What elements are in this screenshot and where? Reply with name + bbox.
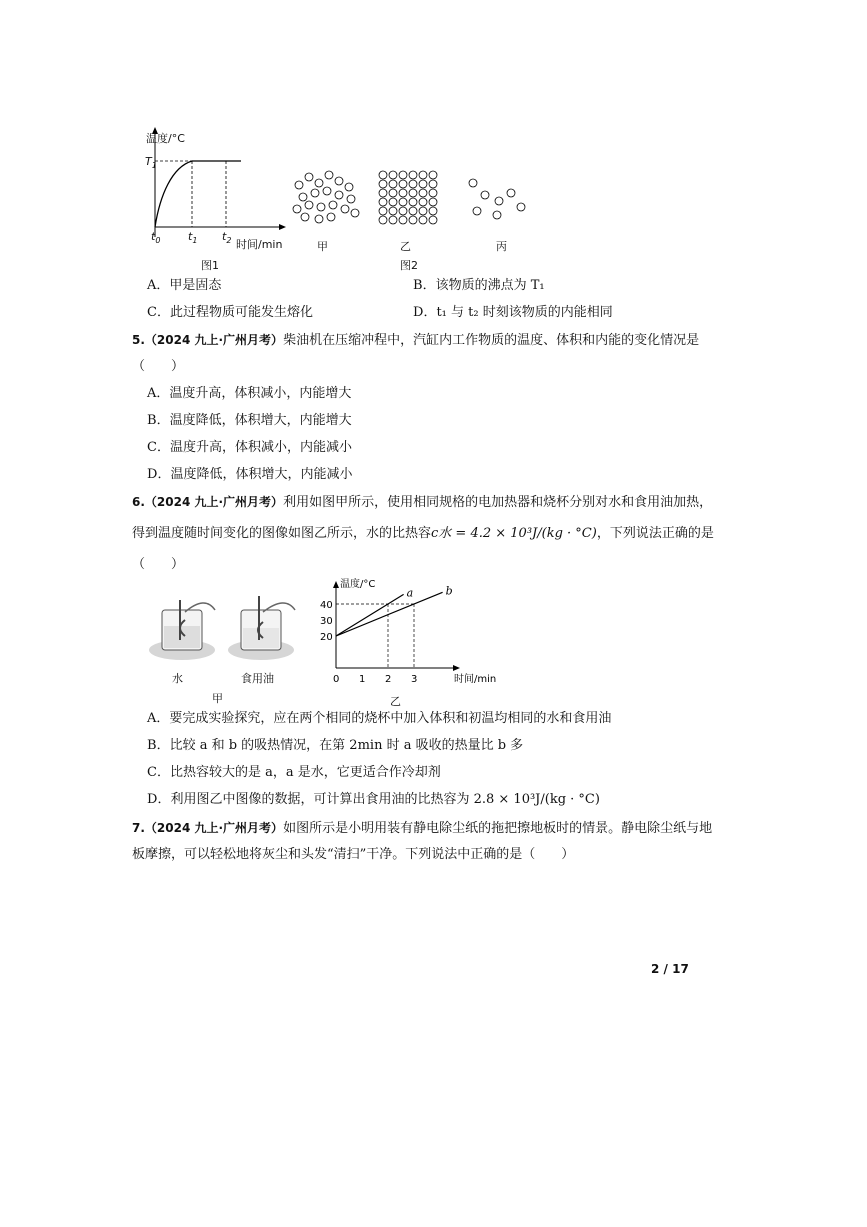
fig2-label-bing: 丙 bbox=[496, 240, 507, 253]
particle bbox=[293, 205, 301, 213]
fig1-tick-t0: $t_0$ bbox=[151, 230, 161, 246]
chart-x-tick: 3 bbox=[411, 674, 418, 685]
particle bbox=[495, 197, 503, 205]
particle bbox=[301, 213, 309, 221]
chart-y-arrow bbox=[333, 581, 339, 588]
particle bbox=[507, 189, 515, 197]
chart-series-b-line bbox=[336, 592, 443, 636]
chart-y-label: 温度/°C bbox=[340, 579, 376, 590]
fig1-t1-mark: $T_1$ bbox=[145, 155, 157, 171]
q6-option-b[interactable]: B．比较 a 和 b 的吸热情况，在第 2min 时 a 吸收的热量比 b 多 bbox=[147, 738, 524, 753]
particle bbox=[419, 180, 427, 188]
particle bbox=[473, 207, 481, 215]
chart-x-label: 时间/min bbox=[454, 674, 497, 685]
particle bbox=[295, 181, 303, 189]
q5-blank: （ ） bbox=[132, 359, 185, 374]
particle bbox=[389, 189, 397, 197]
particle bbox=[341, 205, 349, 213]
page-number: 2 / 17 bbox=[651, 962, 689, 976]
particle bbox=[379, 216, 387, 224]
particle bbox=[419, 207, 427, 215]
particle bbox=[305, 173, 313, 181]
chart-y-tick: 20 bbox=[320, 632, 333, 643]
figure-jia-label: 甲 bbox=[212, 692, 223, 705]
particle bbox=[409, 171, 417, 179]
particle bbox=[389, 180, 397, 188]
particle bbox=[429, 198, 437, 206]
particle bbox=[517, 203, 525, 211]
fig2-label-yi: 乙 bbox=[400, 240, 411, 253]
fig1-y-axis-label: 温度/°C bbox=[146, 132, 185, 145]
particle bbox=[335, 177, 343, 185]
q5-option-d[interactable]: D．温度降低，体积增大，内能减小 bbox=[147, 467, 353, 482]
particle bbox=[399, 180, 407, 188]
q4-option-d[interactable]: D．t₁ 与 t₂ 时刻该物质的内能相同 bbox=[413, 305, 613, 320]
particle bbox=[429, 180, 437, 188]
particle bbox=[389, 198, 397, 206]
particle bbox=[399, 171, 407, 179]
chart-y-tick: 40 bbox=[320, 600, 333, 611]
q7-stem-line1: 7.（2024 九上·广州月考）如图所示是小明用装有静电除尘纸的拖把擦地板时的情景。静电除尘纸与地 bbox=[132, 821, 713, 836]
figure-2-particles bbox=[285, 165, 535, 230]
particle bbox=[409, 216, 417, 224]
particle bbox=[399, 189, 407, 197]
particle bbox=[311, 189, 319, 197]
particle bbox=[379, 189, 387, 197]
chart-series-b-label: b bbox=[445, 584, 453, 598]
beakers-illustration bbox=[145, 590, 325, 670]
particle bbox=[399, 207, 407, 215]
chart-x-arrow bbox=[453, 665, 460, 671]
chart-x-tick: 1 bbox=[359, 674, 366, 685]
particle bbox=[379, 171, 387, 179]
particle bbox=[429, 216, 437, 224]
particle bbox=[389, 216, 397, 224]
particles-bing bbox=[469, 179, 525, 219]
particle bbox=[379, 180, 387, 188]
particle bbox=[429, 189, 437, 197]
particle bbox=[419, 189, 427, 197]
particle bbox=[335, 191, 343, 199]
q5-option-c[interactable]: C．温度升高，体积减小，内能减小 bbox=[147, 440, 352, 455]
particle bbox=[323, 187, 331, 195]
q4-option-c[interactable]: C．此过程物质可能发生熔化 bbox=[147, 305, 313, 320]
particle bbox=[469, 179, 477, 187]
particle bbox=[389, 171, 397, 179]
chart-caption: 乙 bbox=[390, 695, 401, 708]
fig2-caption: 图2 bbox=[400, 259, 418, 272]
particle bbox=[315, 179, 323, 187]
particle bbox=[481, 191, 489, 199]
particle bbox=[299, 193, 307, 201]
particle bbox=[347, 195, 355, 203]
particle bbox=[317, 203, 325, 211]
fig1-x-axis-label: 时间/min bbox=[236, 238, 283, 251]
particle bbox=[345, 183, 353, 191]
chart-y-tick: 30 bbox=[320, 616, 333, 627]
particle bbox=[315, 215, 323, 223]
q5-stem: 5.（2024 九上·广州月考）柴油机在压缩冲程中，汽缸内工作物质的温度、体积和内能的变化情况是 bbox=[132, 333, 700, 348]
particle bbox=[429, 171, 437, 179]
particle bbox=[429, 207, 437, 215]
q6-option-c[interactable]: C．比热容较大的是 a，a 是水，它更适合作冷却剂 bbox=[147, 765, 441, 780]
particle bbox=[389, 207, 397, 215]
particle bbox=[409, 189, 417, 197]
q6-blank: （ ） bbox=[132, 557, 185, 572]
q6-option-d[interactable]: D．利用图乙中图像的数据，可计算出食用油的比热容为 2.8 × 10³J/(kg · °C) bbox=[147, 792, 600, 807]
particle bbox=[379, 198, 387, 206]
fig1-tick-t1: $t_1$ bbox=[188, 230, 198, 246]
chart-series-a-line bbox=[336, 594, 404, 636]
q6-stem-line2: 得到温度随时间变化的图像如图乙所示，水的比热容c水 = 4.2 × 10³J/(kg · °C)，下列说法正确的是 bbox=[132, 526, 714, 541]
beaker-label-oil: 食用油 bbox=[241, 672, 274, 685]
particles-jia bbox=[293, 171, 359, 223]
particle bbox=[409, 198, 417, 206]
fig2-label-jia: 甲 bbox=[317, 240, 328, 253]
particle bbox=[419, 171, 427, 179]
q6-option-a[interactable]: A．要完成实验探究，应在两个相同的烧杯中加入体积和初温均相同的水和食用油 bbox=[147, 711, 612, 726]
particle bbox=[419, 198, 427, 206]
particle bbox=[327, 213, 335, 221]
chart-x-tick: 0 bbox=[333, 674, 340, 685]
q6-formula: c水 = 4.2 × 10³J/(kg · °C) bbox=[431, 526, 597, 541]
particle bbox=[305, 201, 313, 209]
q7-stem-line2: 板摩擦，可以轻松地将灰尘和头发“清扫”干净。下列说法中正确的是（ ） bbox=[132, 847, 575, 862]
particle bbox=[409, 207, 417, 215]
particle bbox=[493, 211, 501, 219]
particles-yi bbox=[379, 171, 437, 224]
particle bbox=[325, 171, 333, 179]
q4-option-a[interactable]: A．甲是固态 bbox=[147, 278, 222, 293]
chart-x-tick: 2 bbox=[385, 674, 392, 685]
particle bbox=[399, 198, 407, 206]
particle bbox=[379, 207, 387, 215]
q5-option-b[interactable]: B．温度降低，体积增大，内能增大 bbox=[147, 413, 352, 428]
fig1-caption: 图1 bbox=[201, 259, 219, 272]
chart-series-a-label: a bbox=[406, 586, 414, 600]
particle bbox=[399, 216, 407, 224]
particle bbox=[329, 201, 337, 209]
temperature-time-chart bbox=[312, 578, 497, 693]
q4-option-b[interactable]: B．该物质的沸点为 T₁ bbox=[413, 278, 545, 293]
q6-stem-line1: 6.（2024 九上·广州月考）利用如图甲所示，使用相同规格的电加热器和烧杯分别对水和食用油加热， bbox=[132, 495, 713, 510]
particle bbox=[409, 180, 417, 188]
q5-option-a[interactable]: A．温度升高，体积减小，内能增大 bbox=[147, 386, 352, 401]
particle bbox=[419, 216, 427, 224]
beaker-label-water: 水 bbox=[172, 672, 183, 685]
fig1-tick-t2: $t_2$ bbox=[222, 230, 232, 246]
particle bbox=[351, 209, 359, 217]
